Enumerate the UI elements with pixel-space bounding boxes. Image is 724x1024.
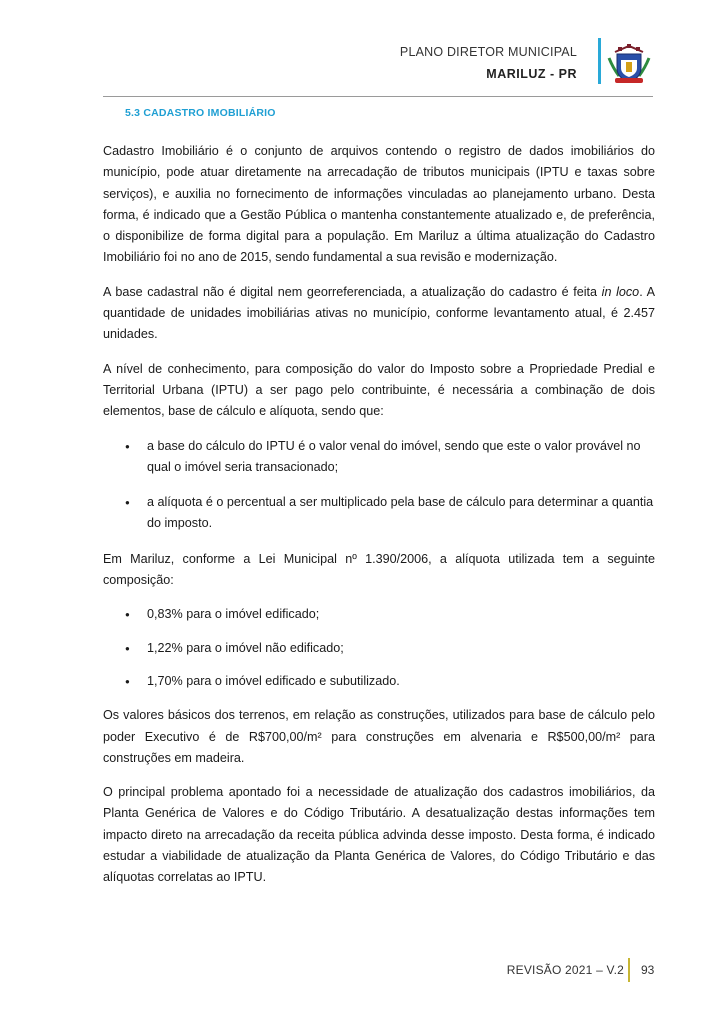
list-item: ● a base do cálculo do IPTU é o valor venal do imóvel, sendo que este o valor provável no qual o imóvel seria transacionado; — [103, 436, 655, 479]
paragraph-2-text-a: A base cadastral não é digital nem georreferenciada, a atualização do cadastro é feita — [103, 284, 602, 299]
header-title: PLANO DIRETOR MUNICIPAL — [399, 45, 577, 59]
list-item: ● 0,83% para o imóvel edificado; — [103, 604, 655, 625]
document-body — [103, 141, 655, 902]
paragraph-2-italic: in loco — [601, 284, 640, 299]
paragraph-6: O principal problema apontado foi a necessidade de atualização dos cadastros imobiliários, da Planta Genérica de Valores e do Código Tributário. A desatualização destas informações tem impacto direto na arrecadação da receita pública advinda desse imposto. Desta forma, é indicado estudar a viabilidade de atualização da Planta Genérica de Valores, do Código Tributário e das alíquotas correlatas ao IPTU. — [103, 785, 655, 885]
bullet-list-iptu — [103, 436, 655, 535]
list-item: ● a alíquota é o percentual a ser multiplicado pela base de cálculo para determinar a quantia do imposto. — [103, 492, 655, 535]
bullet-list-aliquotas — [103, 604, 655, 692]
paragraph-1: Cadastro Imobiliário é o conjunto de arquivos contendo o registro de dados imobiliários do município, pode atuar diretamente na arrecadação de tributos municipais (IPTU e taxas sobre serviços), e auxilia no fornecimento de informações vinculadas ao planejamento urbano. Desta forma, é indicado que a Gestão Pública o mantenha constantemente atualizado e, de preferência, o disponibilize de forma digital para a população. Em Mariluz a última atualização do Cadastro Imobiliário foi no ano de 2015, sendo fundamental a sua revisão e modernização. — [103, 144, 655, 265]
header-divider — [103, 96, 653, 97]
municipal-crest-icon — [605, 38, 653, 86]
list-item: ● 1,22% para o imóvel não edificado; — [103, 638, 655, 659]
paragraph-3: A nível de conhecimento, para composição do valor do Imposto sobre a Propriedade Predial e Territorial Urbana (IPTU) a ser pago pelo contribuinte, é necessária a combinação de dois elementos, base de cálculo e alíquota, sendo que: — [103, 361, 655, 419]
page-number: 93 — [641, 963, 655, 977]
paragraph-2 — [103, 282, 655, 346]
header-accent-bar — [598, 38, 601, 84]
footer-accent-bar — [628, 958, 630, 982]
paragraph-2-text-b: . A quantidade de unidades imobiliárias ativas no município, conforme levantamento atual, é 2.457 unidades. — [103, 284, 656, 342]
footer-revision: REVISÃO 2021 – V.2 — [506, 963, 624, 977]
header-subtitle: MARILUZ - PR — [486, 67, 577, 81]
section-title: 5.3 CADASTRO IMOBILIÁRIO — [125, 107, 276, 119]
paragraph-4: Em Mariluz, conforme a Lei Municipal nº 1.390/2006, a alíquota utilizada tem a seguinte composição: — [103, 551, 655, 588]
list-item: ● 1,70% para o imóvel edificado e subutilizado. — [103, 671, 655, 692]
paragraph-5: Os valores básicos dos terrenos, em relação as construções, utilizados para base de cálculo pelo poder Executivo é de R$700,00/m² para construções em alvenaria e R$500,00/m² para construções em madeira. — [103, 708, 655, 765]
